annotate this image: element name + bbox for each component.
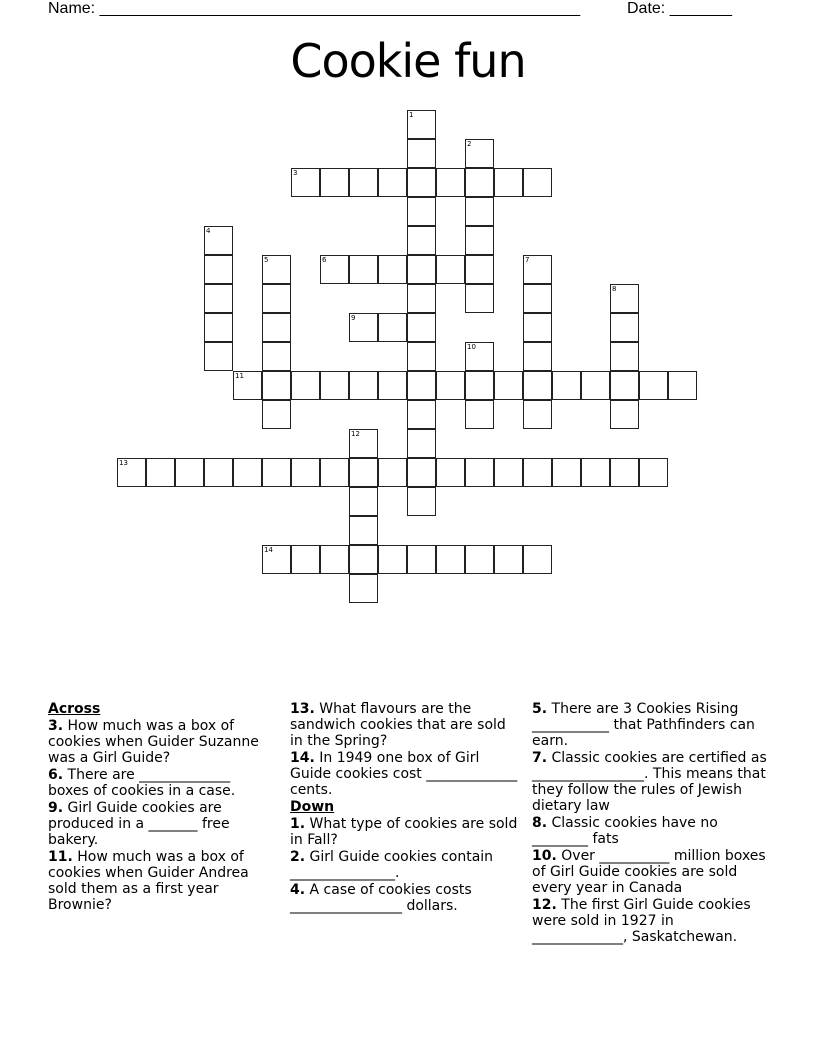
crossword-cell[interactable] [349,458,378,487]
crossword-cell[interactable] [378,313,407,342]
cell-number: 5 [264,256,269,264]
crossword-cell[interactable] [407,197,436,226]
clue-down-8 [532,815,770,847]
crossword-cell[interactable] [407,342,436,371]
cell-number: 12 [351,430,360,438]
crossword-cell[interactable] [610,371,639,400]
crossword-cell[interactable] [407,168,436,197]
crossword-cell[interactable] [523,284,552,313]
date-field[interactable]: Date: _______ [627,0,732,17]
crossword-cell[interactable] [407,487,436,516]
clue-text: A case of cookies costs ________________ dollars. [290,882,472,914]
crossword-cell[interactable] [349,371,378,400]
clue-across-9 [48,800,273,848]
clue-number: 1. [290,816,306,832]
crossword-cell[interactable] [523,371,552,400]
clue-down-7 [532,750,770,814]
crossword-cell[interactable] [523,313,552,342]
clue-text: How much was a box of cookies when Guider Suzanne was a Girl Guide? [48,718,259,766]
crossword-cell[interactable] [465,226,494,255]
clue-across-6 [48,767,273,799]
crossword-cell[interactable] [291,168,320,197]
crossword-cell[interactable] [262,371,291,400]
clue-number: 7. [532,750,548,766]
crossword-cell[interactable] [494,545,523,574]
crossword-cell[interactable] [407,110,436,139]
crossword-cell[interactable] [581,458,610,487]
crossword-cell[interactable] [262,284,291,313]
crossword-cell[interactable] [436,458,465,487]
crossword-cell[interactable] [262,545,291,574]
clue-down-2 [290,849,520,881]
crossword-cell[interactable] [349,574,378,603]
clue-down-4 [290,882,520,914]
cell-number: 11 [235,372,244,380]
crossword-cell[interactable] [349,168,378,197]
crossword-cell[interactable] [407,313,436,342]
crossword-cell[interactable] [668,371,697,400]
clue-text: Girl Guide cookies are produced in a _______ free bakery. [48,800,230,848]
cell-number: 7 [525,256,530,264]
clue-down-12 [532,897,770,945]
crossword-cell[interactable] [291,458,320,487]
clue-text: Classic cookies are certified as ________________. This means that they follow the rules of Jewish dietary law [532,750,767,814]
cell-number: 10 [467,343,476,351]
crossword-cell[interactable] [320,255,349,284]
clue-number: 14. [290,750,315,766]
crossword-cell[interactable] [581,371,610,400]
clue-number: 12. [532,897,557,913]
crossword-cell[interactable] [523,342,552,371]
crossword-cell[interactable] [610,313,639,342]
crossword-cell[interactable] [523,545,552,574]
crossword-cell[interactable] [407,371,436,400]
crossword-cell[interactable] [465,545,494,574]
clue-number: 6. [48,767,64,783]
crossword-cell[interactable] [610,342,639,371]
crossword-cell[interactable] [407,458,436,487]
crossword-cell[interactable] [233,371,262,400]
clue-text: Over __________ million boxes of Girl Guide cookies are sold every year in Canada [532,848,766,896]
crossword-cell[interactable] [320,458,349,487]
crossword-cell[interactable] [465,458,494,487]
crossword-cell[interactable] [233,458,262,487]
cell-number: 4 [206,227,211,235]
cell-number: 13 [119,459,128,467]
crossword-cell[interactable] [349,487,378,516]
crossword-cell[interactable] [204,458,233,487]
clue-column-3 [532,701,770,946]
crossword-cell[interactable] [291,371,320,400]
crossword-cell[interactable] [465,255,494,284]
clue-number: 13. [290,701,315,717]
crossword-cell[interactable] [552,458,581,487]
crossword-cell[interactable] [262,458,291,487]
page-title: Cookie fun [290,34,526,88]
crossword-cell[interactable] [175,458,204,487]
crossword-cell[interactable] [349,516,378,545]
crossword-cell[interactable] [262,400,291,429]
crossword-cell[interactable] [320,371,349,400]
clue-text: There are _____________ boxes of cookies in a case. [48,767,236,799]
clue-text: How much was a box of cookies when Guider Andrea sold them as a first year Brownie? [48,849,249,913]
clue-down-1 [290,816,520,848]
crossword-cell[interactable] [262,342,291,371]
crossword-cell[interactable] [378,545,407,574]
cell-number: 3 [293,169,298,177]
clue-down-10 [532,848,770,896]
clue-text: Girl Guide cookies contain _______________. [290,849,494,881]
clue-text: What flavours are the sandwich cookies that are sold in the Spring? [290,701,506,749]
crossword-cell[interactable] [436,371,465,400]
crossword-cell[interactable] [320,168,349,197]
crossword-cell[interactable] [523,458,552,487]
across-heading: Across [48,701,101,717]
clue-across-14 [290,750,520,798]
clue-text: The first Girl Guide cookies were sold in 1927 in _____________, Saskatchewan. [532,897,751,945]
clue-number: 9. [48,800,64,816]
cell-number: 8 [612,285,617,293]
clue-text: What type of cookies are sold in Fall? [290,816,518,848]
crossword-cell[interactable] [639,458,668,487]
clue-column-1 [48,701,273,914]
crossword-cell[interactable] [378,255,407,284]
crossword-cell[interactable] [407,284,436,313]
clue-across-11 [48,849,273,913]
crossword-cell[interactable] [204,284,233,313]
crossword-cell[interactable] [204,313,233,342]
clue-down-5 [532,701,770,749]
clue-across-3 [48,718,273,766]
crossword-cell[interactable] [349,429,378,458]
crossword-cell[interactable] [465,400,494,429]
clue-number: 8. [532,815,548,831]
crossword-cell[interactable] [146,458,175,487]
crossword-cell[interactable] [407,545,436,574]
clue-number: 11. [48,849,73,865]
crossword-cell[interactable] [378,168,407,197]
crossword-cell[interactable] [523,255,552,284]
crossword-cell[interactable] [378,371,407,400]
crossword-cell[interactable] [349,255,378,284]
crossword-cell[interactable] [610,400,639,429]
clue-number: 3. [48,718,64,734]
crossword-cell[interactable] [639,371,668,400]
crossword-cell[interactable] [117,458,146,487]
crossword-cell[interactable] [436,255,465,284]
name-field[interactable]: Name: ______________________________________________________ [48,0,581,17]
crossword-cell[interactable] [407,400,436,429]
crossword-cell[interactable] [204,226,233,255]
crossword-cell[interactable] [436,545,465,574]
crossword-cell[interactable] [465,139,494,168]
clue-number: 10. [532,848,557,864]
clue-number: 2. [290,849,306,865]
clue-text: In 1949 one box of Girl Guide cookies cost _____________ cents. [290,750,518,798]
clue-text: There are 3 Cookies Rising ___________ that Pathfinders can earn. [532,701,755,749]
crossword-cell[interactable] [465,168,494,197]
crossword-cell[interactable] [436,168,465,197]
crossword-cell[interactable] [494,371,523,400]
clue-text: Classic cookies have no ________ fats [532,815,718,847]
crossword-cell[interactable] [465,371,494,400]
crossword-cell[interactable] [494,458,523,487]
crossword-cell[interactable] [552,371,581,400]
crossword-cell[interactable] [291,545,320,574]
crossword-cell[interactable] [465,197,494,226]
crossword-cell[interactable] [262,313,291,342]
clue-number: 4. [290,882,306,898]
crossword-cell[interactable] [407,226,436,255]
clue-number: 5. [532,701,548,717]
crossword-cell[interactable] [407,255,436,284]
crossword-cell[interactable] [523,168,552,197]
crossword-cell[interactable] [262,255,291,284]
crossword-cell[interactable] [610,284,639,313]
crossword-cell[interactable] [407,139,436,168]
crossword-cell[interactable] [204,342,233,371]
crossword-cell[interactable] [349,313,378,342]
cell-number: 2 [467,140,472,148]
crossword-cell[interactable] [494,168,523,197]
crossword-cell[interactable] [349,545,378,574]
cell-number: 1 [409,111,414,119]
crossword-cell[interactable] [465,284,494,313]
cell-number: 14 [264,546,273,554]
crossword-cell[interactable] [407,429,436,458]
down-heading: Down [290,799,335,815]
cell-number: 6 [322,256,327,264]
crossword-cell[interactable] [320,545,349,574]
crossword-cell[interactable] [378,458,407,487]
crossword-cell[interactable] [465,342,494,371]
crossword-cell[interactable] [204,255,233,284]
crossword-cell[interactable] [523,400,552,429]
crossword-cell[interactable] [610,458,639,487]
clue-across-13 [290,701,520,749]
cell-number: 9 [351,314,356,322]
clue-column-2 [290,701,520,915]
